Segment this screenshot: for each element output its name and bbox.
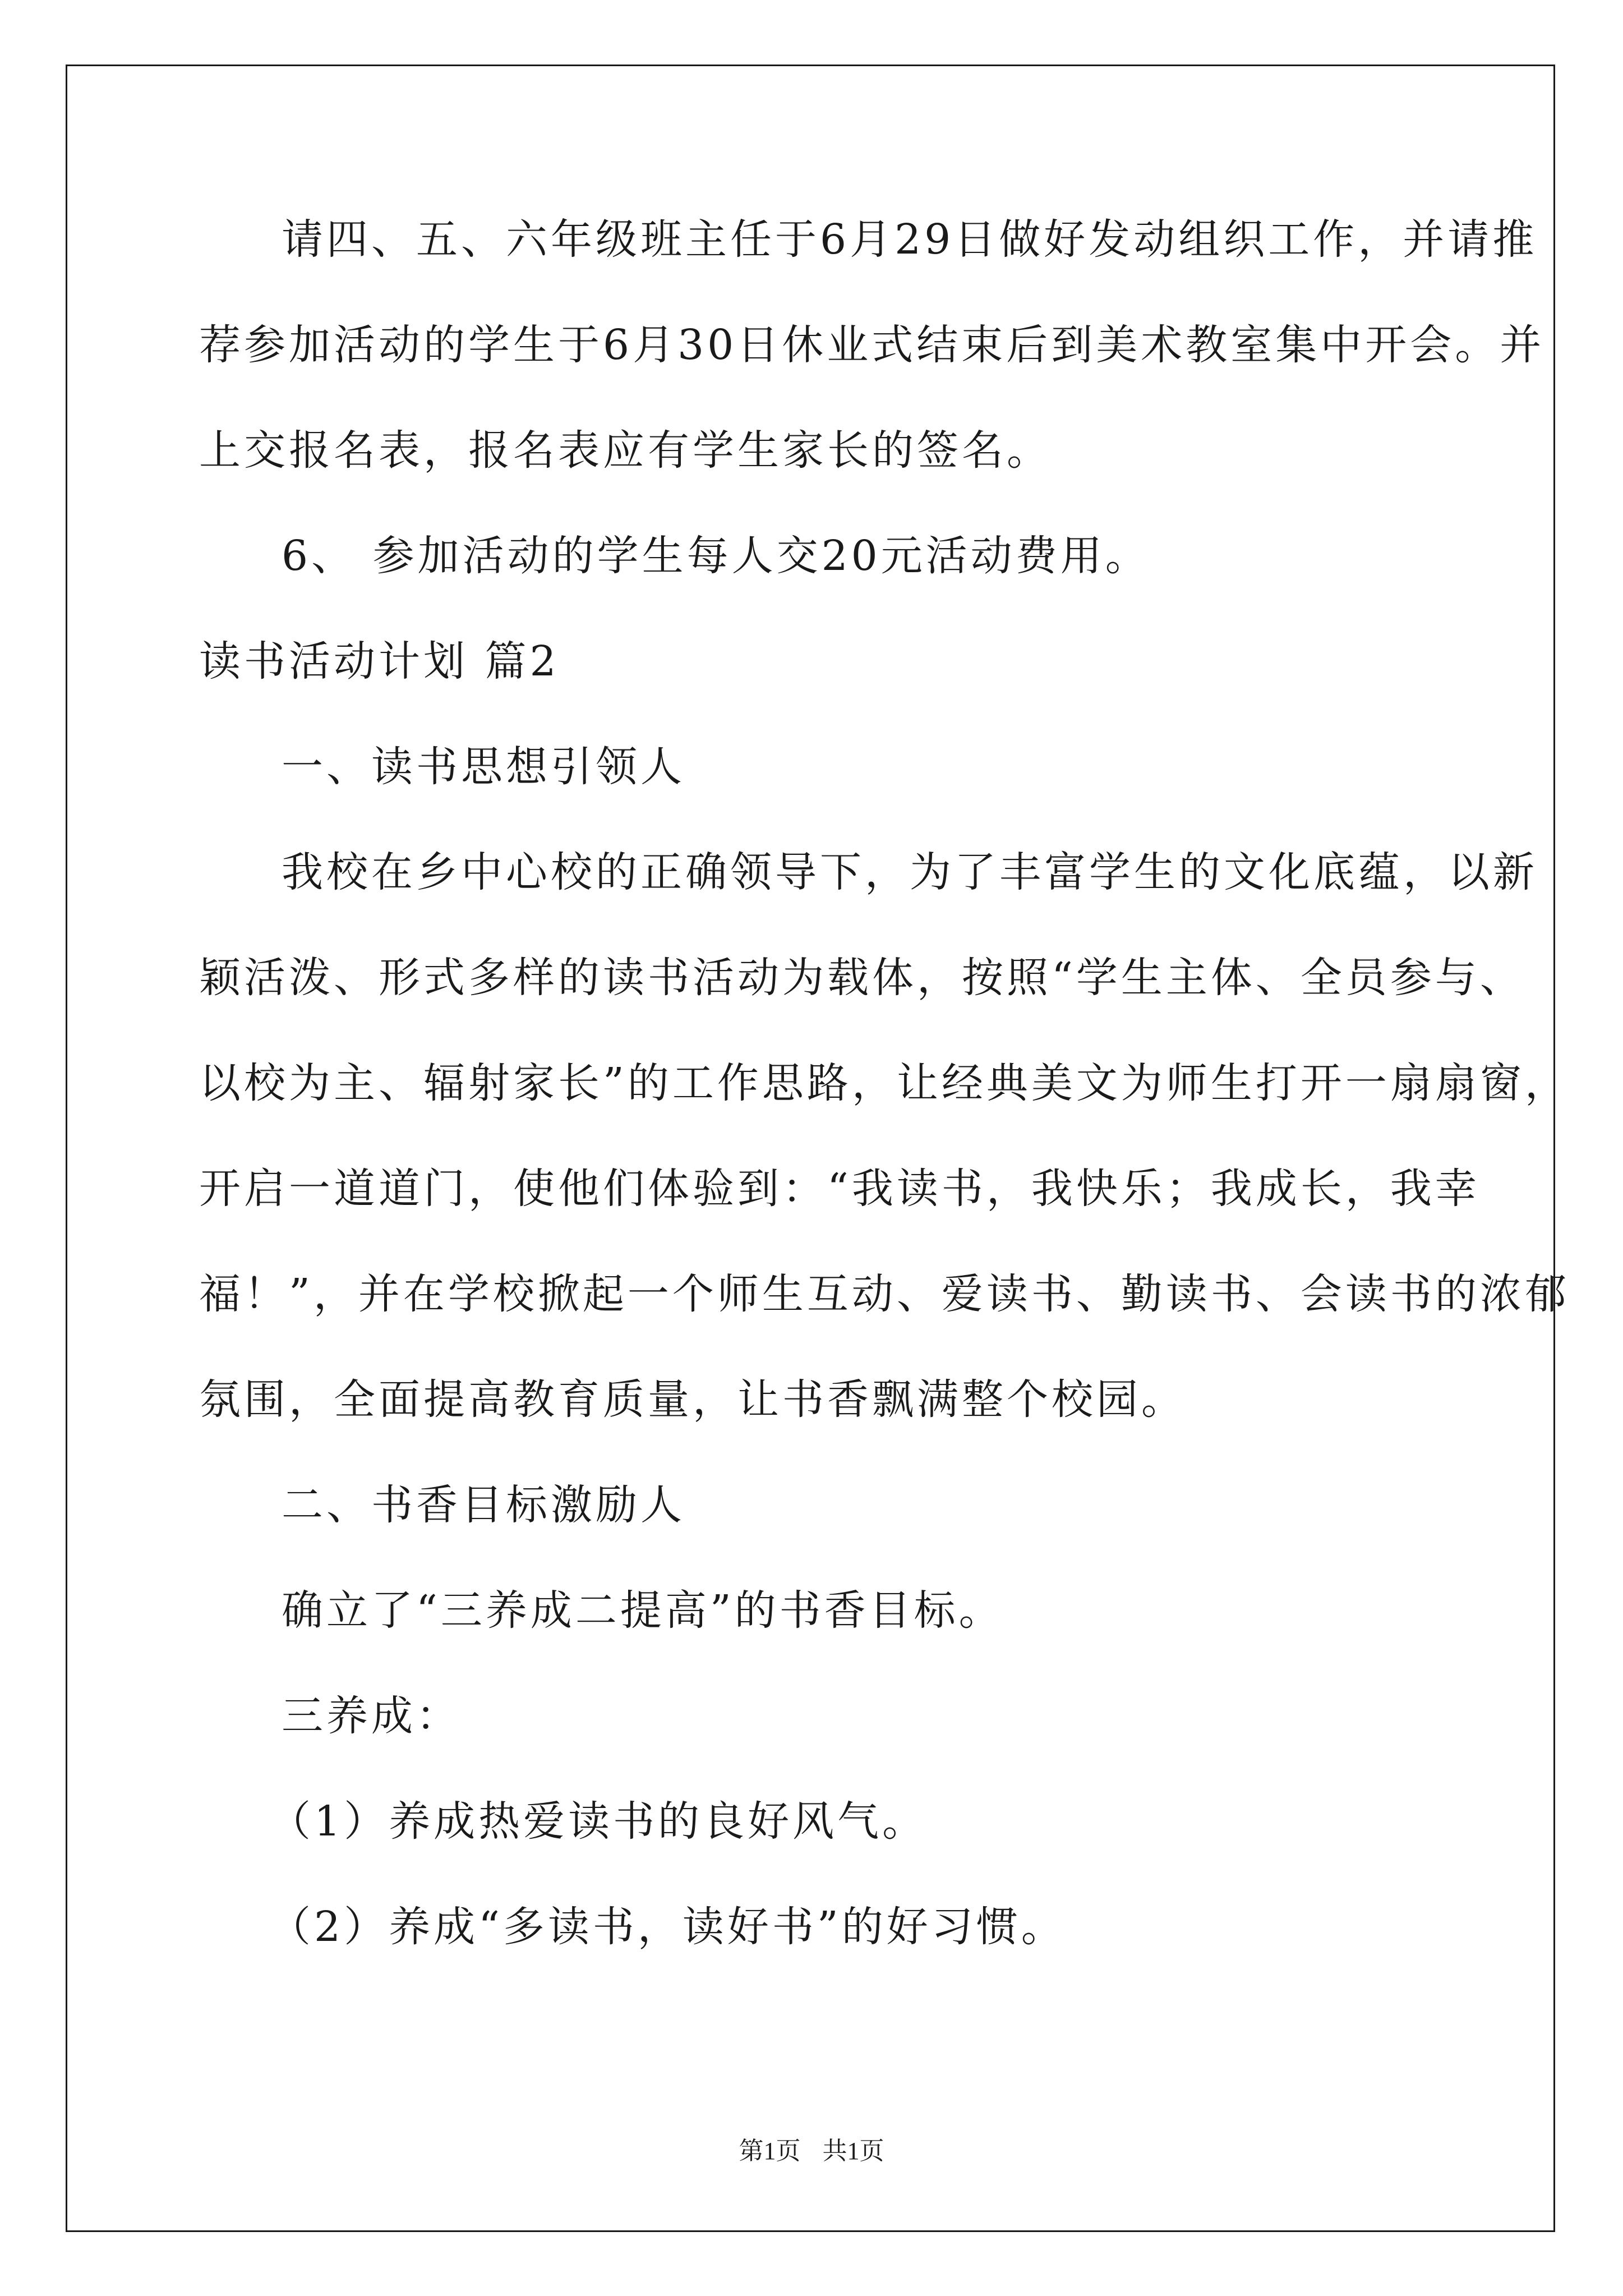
- text-line: 请四、五、六年级班主任于6月29日做好发动组织工作，并请推: [282, 215, 1538, 264]
- text-line: 三养成：: [282, 1692, 461, 1740]
- page-total: 共1页: [822, 2137, 884, 2165]
- text-line: 开启一道道门，使他们体验到：“我读书，我快乐；我成长，我幸: [199, 1165, 1480, 1213]
- subheading: 一、读书思想引领人: [282, 743, 685, 791]
- page-footer: [0, 2131, 1623, 2166]
- text-line: 我校在乡中心校的正确领导下，为了丰富学生的文化底蕴，以新: [282, 848, 1538, 896]
- text-line: 氛围，全面提高教育质量，让书香飘满整个校园。: [199, 1375, 1186, 1424]
- subheading: 二、书香目标激励人: [282, 1481, 685, 1529]
- text-line: 颖活泼、形式多样的读书活动为载体，按照“学生主体、全员参与、: [199, 954, 1525, 1002]
- list-item: （2）养成“多读书，读好书”的好习惯。: [269, 1903, 1066, 1951]
- section-heading: 读书活动计划 篇2: [199, 637, 560, 685]
- text-line: 6、 参加活动的学生每人交20元活动费用。: [282, 532, 1150, 580]
- text-line: 确立了“三养成二提高”的书香目标。: [282, 1586, 1004, 1635]
- text-line: 上交报名表，报名表应有学生家长的签名。: [199, 426, 1052, 475]
- list-item: （1）养成热爱读书的良好风气。: [269, 1797, 928, 1846]
- text-line: 福！”，并在学校掀起一个师生互动、爱读书、勤读书、会读书的浓郁: [199, 1270, 1570, 1318]
- text-line: 荐参加活动的学生于6月30日休业式结束后到美术教室集中开会。并: [199, 321, 1545, 369]
- page-number: 第1页: [739, 2137, 801, 2165]
- text-line: 以校为主、辐射家长”的工作思路，让经典美文为师生打开一扇扇窗，: [199, 1059, 1570, 1107]
